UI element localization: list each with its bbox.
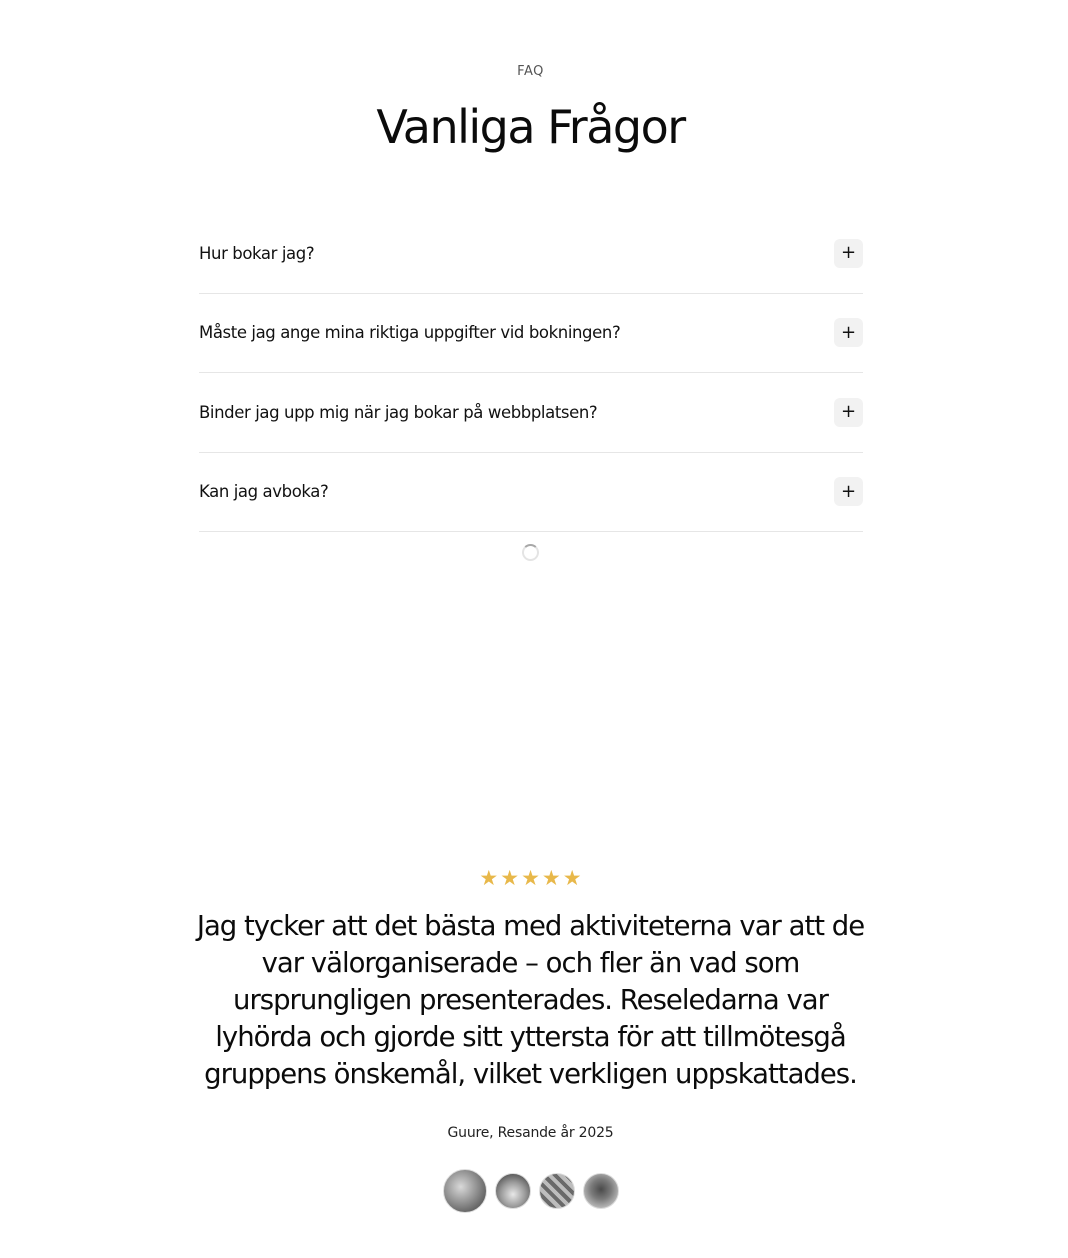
star-icon: ★ <box>500 865 520 890</box>
faq-eyebrow: FAQ <box>517 64 544 79</box>
rating-stars <box>0 864 1061 892</box>
faq-item-booking[interactable] <box>199 214 863 294</box>
testimonial-author: Guure, Resande år 2025 <box>447 1125 614 1141</box>
avatar[interactable] <box>583 1173 619 1209</box>
star-icon: ★ <box>541 865 561 890</box>
star-icon: ★ <box>521 865 540 890</box>
star-icon: ★ <box>479 865 499 890</box>
star-icon: ★ <box>562 865 582 890</box>
avatar[interactable] <box>495 1173 531 1209</box>
expand-plus-icon[interactable]: + <box>834 477 863 506</box>
faq-question: Binder jag upp mig när jag bokar på webbplatsen? <box>199 402 598 422</box>
faq-question: Hur bokar jag? <box>199 243 315 263</box>
faq-question: Måste jag ange mina riktiga uppgifter vid bokningen? <box>199 323 621 343</box>
expand-plus-icon[interactable]: + <box>834 239 863 268</box>
testimonial-section <box>0 864 1061 1213</box>
faq-title: Vanliga Frågor <box>376 100 685 154</box>
testimonial-quote: Jag tycker att det bästa med aktiviteterna var att de var välorganiserade – och fler än vad som ursprungligen presenterades. Reseledarna var lyhörda och gjorde sitt yttersta för att tillmötesgå gruppens önskemål, vilket verkligen uppskattades. <box>196 910 865 1090</box>
faq-question: Kan jag avboka? <box>199 482 329 502</box>
expand-plus-icon[interactable]: + <box>834 398 863 427</box>
faq-item-commitment[interactable] <box>199 373 863 453</box>
expand-plus-icon[interactable]: + <box>834 318 863 347</box>
avatar-group <box>0 1169 1061 1213</box>
avatar[interactable] <box>539 1173 575 1209</box>
loading-spinner-icon <box>522 544 539 561</box>
faq-item-real-details[interactable] <box>199 294 863 374</box>
faq-list <box>199 214 863 532</box>
faq-item-cancel[interactable] <box>199 453 863 533</box>
avatar[interactable] <box>443 1169 487 1213</box>
